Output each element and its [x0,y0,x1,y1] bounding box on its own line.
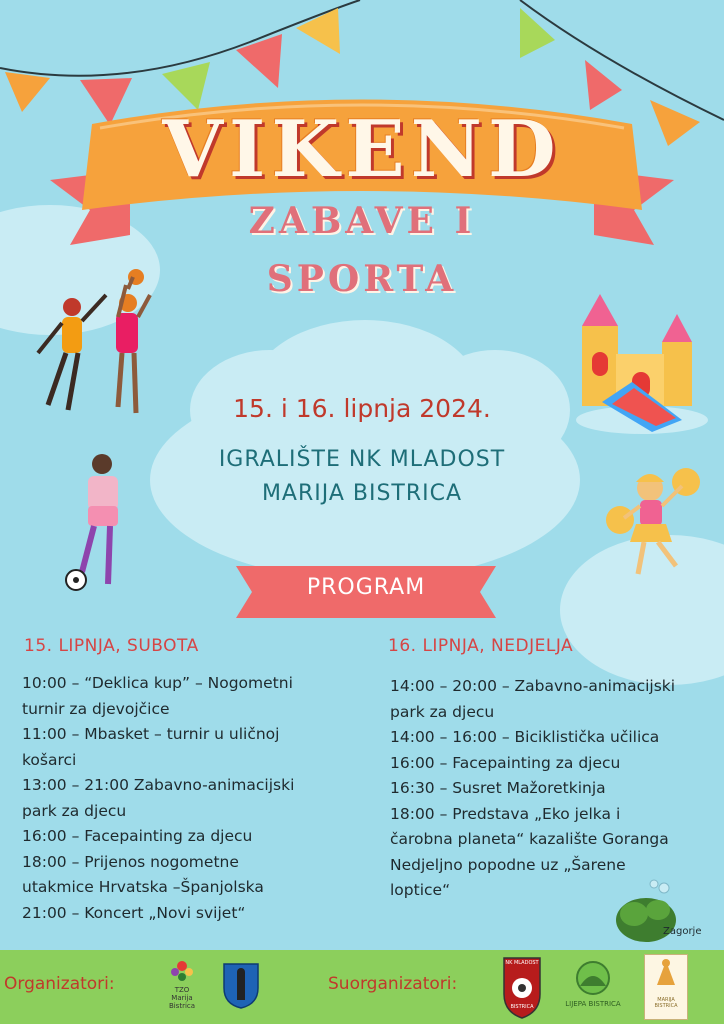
football-player-illustration [62,450,132,600]
marija-bistrica-logo [644,954,688,1020]
day2-heading: 16. LIPNJA, NEDJELJA [388,636,574,656]
tzo-flower-icon [168,958,196,982]
day1-schedule-line: 21:00 – Koncert „Novi svijet“ [22,903,246,922]
day1-schedule-line: košarci [22,750,77,769]
day1-schedule-line: utakmice Hrvatska –Španjolska [22,878,264,896]
day1-schedule-line: 10:00 – “Deklica kup” – Nogometni [22,674,293,692]
subtitle-line1: ZABAVE I [248,200,476,242]
day2-schedule-line: 18:00 – Predstava „Eko jelka i [390,804,621,823]
venue-line1: IGRALIŠTE NK MLADOST [218,447,506,472]
lijepa-bistrica-text: LIJEPA BISTRICA [565,1000,621,1008]
coat-of-arms-icon [222,962,260,1010]
tzo-logo-line1: TZO [174,986,190,994]
event-date: 15. i 16. lipnja 2024. [233,394,491,423]
lijepa-bistrica-logo [558,960,628,1020]
day2-schedule-line: 14:00 – 16:00 – Biciklistička učilica [390,728,660,746]
lijepa-bistrica-hill-icon [558,960,628,996]
day1-heading: 15. LIPNJA, SUBOTA [24,636,199,656]
day2-schedule-line: Nedjeljno popodne uz „Šarene [390,855,626,874]
venue-line2: MARIJA BISTRICA [261,481,463,506]
nk-mladost-logo [500,956,544,1020]
tzo-logo-line2: Marija [171,994,193,1002]
subtitle-line2: SPORTA [266,258,458,300]
program-label: PROGRAM [306,575,426,600]
coorganizers-label: Suorganizatori: [328,974,458,994]
day1-schedule-line: turnir za djevojčice [22,699,170,718]
tzo-logo-line3: Bistrica [168,1002,196,1010]
day2-schedule-line: čarobna planeta“ kazalište Goranga [390,830,669,848]
marija-bistrica-emblem-icon [645,955,687,993]
day1-schedule-line: 16:00 – Facepainting za djecu [22,827,253,845]
nk-logo-top: NK MLADOST [505,960,539,966]
day1-schedule-line: 11:00 – Mbasket – turnir u uličnoj [22,725,280,743]
day1-schedule-line: park za djecu [22,801,127,820]
nk-logo-bottom: BISTRICA [510,1004,534,1010]
day2-schedule-line: park za djecu [390,702,495,721]
day2-schedule-line: loptice“ [390,881,451,899]
day2-schedule-list [390,674,720,904]
day1-schedule-list [22,671,362,926]
day2-schedule-line: 16:30 – Susret Mažoretkinja [390,779,606,797]
day1-schedule-line: 13:00 – 21:00 Zabavno-animacijski [22,776,295,794]
day2-schedule-line: 16:00 – Facepainting za djecu [390,753,621,772]
main-title: VIKEND [162,104,562,195]
marija-bistrica-text: MARIJA BISTRICA [654,997,678,1009]
zagorje-label: Zagorje [663,926,702,937]
tzo-logo [168,958,196,1018]
day1-schedule-line: 18:00 – Prijenos nogometne [22,852,239,871]
organizers-label: Organizatori: [4,974,115,994]
day2-schedule-line: 14:00 – 20:00 – Zabavno-animacijski [390,677,676,695]
